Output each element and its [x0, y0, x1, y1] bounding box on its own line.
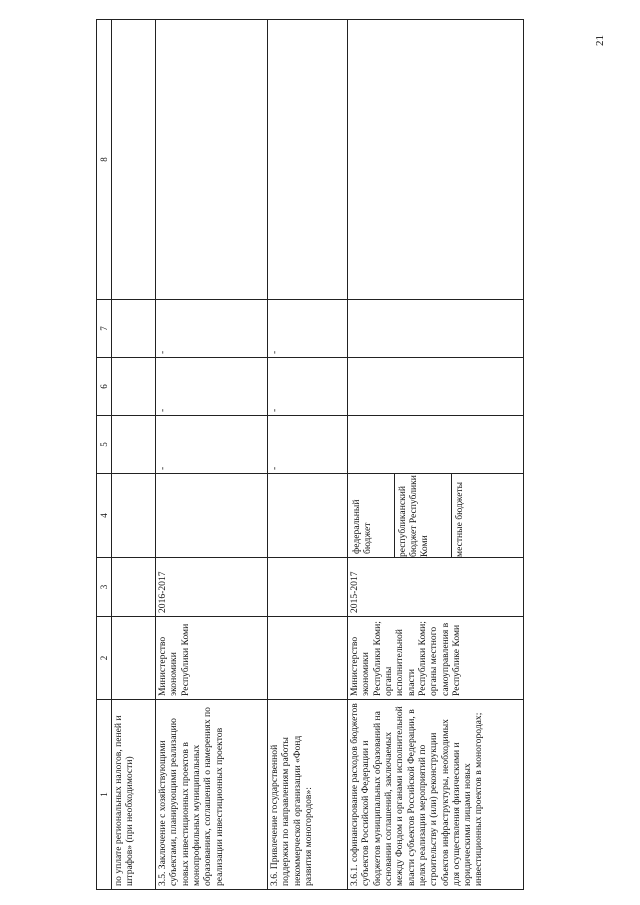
- table-cell: [112, 358, 156, 416]
- table-cell: [112, 617, 156, 700]
- table-cell: -: [156, 416, 268, 474]
- funding-source: республиканский бюджет Республики Коми: [394, 474, 433, 557]
- table-cell: [268, 474, 348, 558]
- table-cell: -: [268, 416, 348, 474]
- table-cell: Министерство экономики Республики Коми; органы исполнительной власти Республики Коми; органы местного самоуправления в Республике Коми: [348, 617, 524, 700]
- header-cell: 5: [97, 416, 112, 474]
- table-cell: 2015-2017: [348, 558, 524, 617]
- table-cell: [156, 20, 268, 300]
- table-row: [348, 20, 524, 890]
- table-cell: [268, 20, 348, 300]
- header-cell: 3: [97, 558, 112, 617]
- page-number: 21: [594, 35, 606, 46]
- table-cell: 3.6.1. софинансирование расходов бюджетов субъектов Российской Федерации и бюджетов муниципальных образований на основании соглашений, заключаемых между Фондом и органами исполнительной власти субъектов Российской Федерации, в целях реализации мероприятий по строительству и (или) реконструкции объектов инфраструктуры, необходимых для осуществления физическими и юридическими лицами новых инвестиционных проектов в моногородах;: [348, 700, 524, 890]
- table-cell: [112, 474, 156, 558]
- rotated-page: [96, 20, 524, 890]
- header-cell: 2: [97, 617, 112, 700]
- header-row: [97, 20, 112, 890]
- table-cell: по уплате региональных налогов, пеней и штрафов» (при необходимости): [112, 700, 156, 890]
- table-cell: -: [156, 358, 268, 416]
- table-cell: 2016-2017: [156, 558, 268, 617]
- table-cell: [348, 300, 524, 358]
- table-cell: -: [268, 300, 348, 358]
- table-cell: Министерство экономики Республики Коми: [156, 617, 268, 700]
- header-cell: 4: [97, 474, 112, 558]
- table-cell: [112, 558, 156, 617]
- table-cell: [268, 617, 348, 700]
- table-cell: -: [156, 300, 268, 358]
- table-row: [156, 20, 268, 890]
- table-wrapper: [96, 20, 524, 890]
- table-cell: -: [268, 358, 348, 416]
- table-cell: [112, 20, 156, 300]
- header-cell: 1: [97, 700, 112, 890]
- table-cell: [348, 416, 524, 474]
- table-cell: [348, 20, 524, 300]
- measures-table: [96, 19, 524, 890]
- header-cell: 7: [97, 300, 112, 358]
- funding-source: федеральный бюджет: [351, 499, 374, 554]
- table-cell: [268, 558, 348, 617]
- table-cell: 3.5. Заключение с хозяйствующими субъектами, планирующими реализацию новых инвестиционных проектов в монопрофильных муниципальных образованиях, соглашений о намерениях по реализации инвестиционных проектов: [156, 700, 268, 890]
- table-cell: [348, 358, 524, 416]
- table-row: [112, 20, 156, 890]
- header-cell: 8: [97, 20, 112, 300]
- table-cell: [156, 474, 268, 558]
- header-cell: 6: [97, 358, 112, 416]
- table-cell: [348, 474, 524, 558]
- table-cell: [112, 300, 156, 358]
- table-cell: [112, 416, 156, 474]
- funding-source: местные бюджеты: [451, 474, 467, 557]
- table-cell: 3.6. Привлечение государственной поддержки по направлениям работы некоммерческой организации «Фонд развития моногородов»:: [268, 700, 348, 890]
- table-row: [268, 20, 348, 890]
